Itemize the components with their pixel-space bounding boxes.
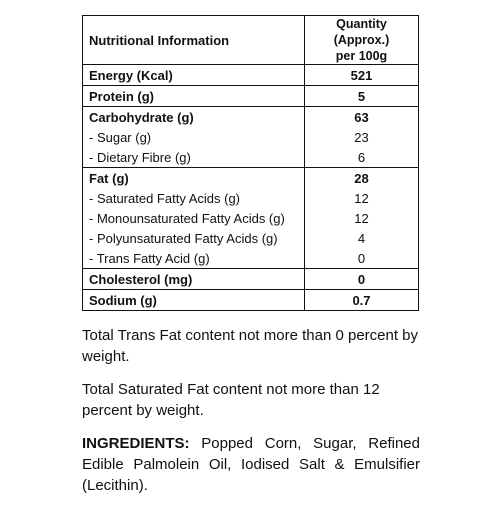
table-row-polyunsaturated-fatty-acids	[83, 228, 419, 248]
table-row-protein	[83, 86, 419, 107]
row-label: - Dietary Fibre (g)	[83, 147, 305, 168]
header-quantity	[305, 16, 419, 65]
row-label: - Monounsaturated Fatty Acids (g)	[83, 208, 305, 228]
row-value: 12	[305, 188, 419, 208]
ingredients-list: Popped Corn, Sugar, Refined Edible Palmolein Oil, Iodised Salt & Emulsifier (Lecithin).	[82, 435, 420, 494]
row-value: 5	[305, 86, 419, 107]
row-value: 6	[305, 147, 419, 168]
nutrition-table	[82, 15, 419, 311]
table-row-saturated-fatty-acids	[83, 188, 419, 208]
ingredients-heading: INGREDIENTS:	[82, 435, 190, 452]
header-nutritional-information: Nutritional Information	[83, 16, 305, 65]
row-label: Carbohydrate (g)	[83, 107, 305, 128]
table-row-monounsaturated-fatty-acids	[83, 208, 419, 228]
row-label: Cholesterol (mg)	[83, 269, 305, 290]
table-row-trans-fatty-acid	[83, 248, 419, 269]
table-row-fat	[83, 168, 419, 189]
row-value: 4	[305, 228, 419, 248]
trans-fat-note: Total Trans Fat content not more than 0 percent by weight.	[82, 327, 419, 365]
row-value: 63	[305, 107, 419, 128]
saturated-fat-note: Total Saturated Fat content not more than 12 percent by weight.	[82, 381, 380, 419]
nutrition-panel	[82, 15, 418, 508]
table-row-energy	[83, 65, 419, 86]
ingredients-statement	[82, 433, 420, 496]
table-row-sugar	[83, 127, 419, 147]
table-row-sodium	[83, 290, 419, 311]
row-value: 23	[305, 127, 419, 147]
label-notes	[82, 325, 420, 496]
row-label: - Sugar (g)	[83, 127, 305, 147]
row-value: 521	[305, 65, 419, 86]
table-row-carbohydrate	[83, 107, 419, 128]
row-label: Protein (g)	[83, 86, 305, 107]
row-value: 0	[305, 248, 419, 269]
table-header-row	[83, 16, 419, 65]
header-quantity-line1: Quantity (Approx.)	[333, 17, 390, 47]
row-label: Fat (g)	[83, 168, 305, 189]
row-value: 0.7	[305, 290, 419, 311]
row-label: - Polyunsaturated Fatty Acids (g)	[83, 228, 305, 248]
row-value: 12	[305, 208, 419, 228]
row-value: 0	[305, 269, 419, 290]
table-row-dietary-fibre	[83, 147, 419, 168]
row-label: Sodium (g)	[83, 290, 305, 311]
header-quantity-line2: per 100g	[335, 49, 388, 63]
row-value: 28	[305, 168, 419, 189]
row-label: Energy (Kcal)	[83, 65, 305, 86]
row-label: - Saturated Fatty Acids (g)	[83, 188, 305, 208]
table-row-cholesterol	[83, 269, 419, 290]
row-label: - Trans Fatty Acid (g)	[83, 248, 305, 269]
